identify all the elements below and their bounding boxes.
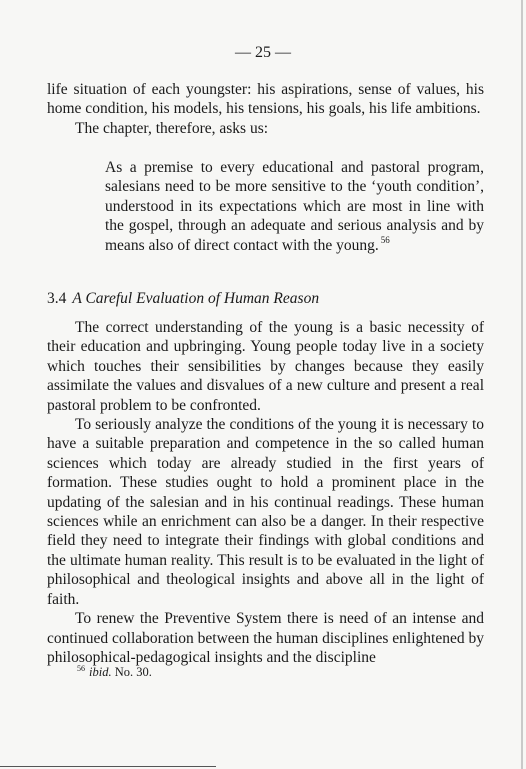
page-edge [521,0,523,769]
paragraph: To seriously analyze the conditions of the young it is necessary to have a suitable preparation and competence in the so called human sciences which today are already studied in the first years of formation. These studies ought to hold a prominent place in the updating of the salesian and in his continual readings. These human sciences while an enrichment can also be a danger. In their respective field they need to integrate their findings with global conditions and the ultimate human reality. This result is to be evaluated in the light of philosophical and theological insights and above all in the light of faith. [47,416,484,608]
section-heading [47,290,319,308]
paragraph: The correct understanding of the young is a basic necessity of their education and upbringing. Young people today live in a society which touches their sensibilities by changes because they easily assimilate the values and disvalues of a new culture and present a real pastoral problem to be confronted. [47,319,484,414]
paragraph: To renew the Preventive System there is need of an intense and continued collaboration between the human disciplines enlightened by philosophical-pedagogical insights and the discipline [47,610,484,666]
footnote-detail: No. 30. [114,665,152,679]
page-number: — 25 — [235,44,291,61]
paragraph-continuation: life situation of each youngster: his aspirations, sense of values, his home condition, his models, his tensions, his goals, his life ambitions. [47,81,484,118]
block-quote [105,158,484,255]
footnote [77,665,152,680]
footnote-reference: 56 [380,235,390,246]
section-title: A Careful Evaluation of Human Reason [72,290,320,307]
footnote-number: 56 [77,663,85,673]
section-number: 3.4 [47,290,67,307]
block-quote-text: As a premise to every educational and pastoral program, salesians need to be more sensitive to the ‘youth condition’, understood in its expectations which are most in line with the gospel, through an adequate and serious analysis and by means also of direct contact with the young. [105,159,484,254]
opening-text [47,80,484,138]
paragraph-intro-quote: The chapter, therefore, asks us: [75,119,269,137]
footnote-source: ibid. [89,665,112,679]
section-body [47,318,484,667]
bottom-rule [0,766,216,767]
